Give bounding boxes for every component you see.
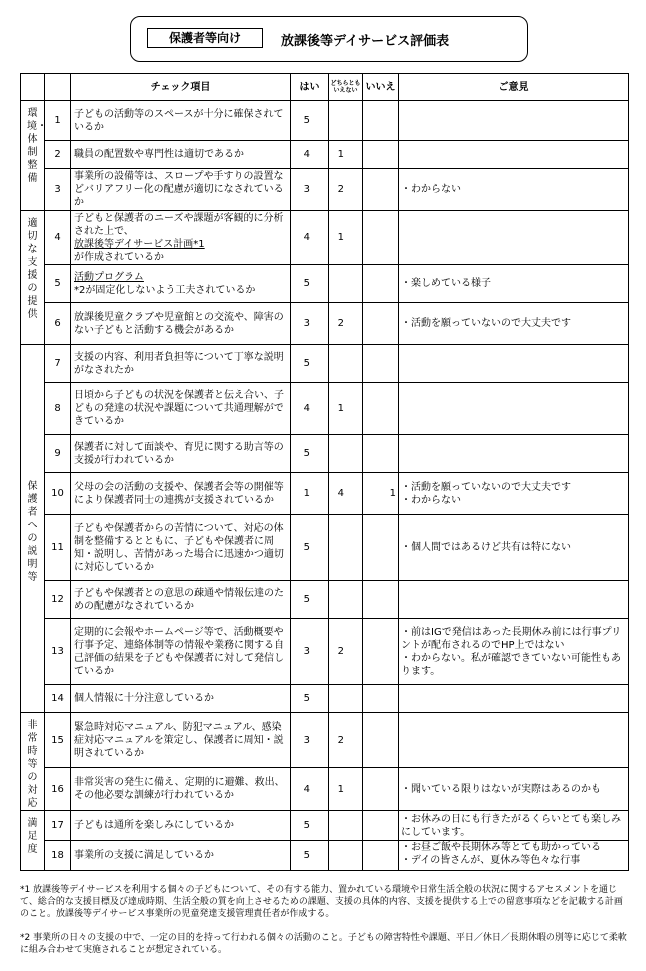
no-count (363, 141, 399, 169)
neutral-count: 1 (329, 383, 363, 435)
neutral-count: 2 (329, 619, 363, 685)
row-number: 12 (45, 581, 71, 619)
opinion-cell: ・活動を願っていないので大丈夫です ・わからない (399, 473, 629, 515)
row-number: 16 (45, 768, 71, 811)
check-item: 事業所の支援に満足しているか (71, 841, 291, 871)
yes-count: 5 (291, 841, 329, 871)
table-row (21, 303, 629, 345)
row-number: 7 (45, 345, 71, 383)
table-row (21, 619, 629, 685)
table-row (21, 383, 629, 435)
opinion-cell: ・活動を願っていないので大丈夫です (399, 303, 629, 345)
neutral-count (329, 345, 363, 383)
row-number: 1 (45, 101, 71, 141)
category-support: 適切な支援の提供 (21, 211, 45, 345)
no-count (363, 581, 399, 619)
neutral-count (329, 685, 363, 713)
yes-count: 3 (291, 169, 329, 211)
yes-count: 5 (291, 685, 329, 713)
check-item: 子どもや保護者からの苦情について、対応の体制を整備するとともに、子どもや保護者に周知・説明し、苦情があった場合に迅速かつ適切に対応しているか (71, 515, 291, 581)
yes-count: 4 (291, 768, 329, 811)
check-item: 個人情報に十分注意しているか (71, 685, 291, 713)
neutral-count: 4 (329, 473, 363, 515)
opinion-cell: ・わからない (399, 169, 629, 211)
neutral-count: 1 (329, 768, 363, 811)
footnote-2: *2 事業所の日々の支援の中で、一定の目的を持って行われる個々の活動のこと。子どもの障害特性や課題、平日／休日／長期休暇の別等に応じて柔軟に組み合わせて実施されることが想定されている。 (20, 933, 627, 955)
check-item: 子どもは通所を楽しみにしているか (71, 811, 291, 841)
neutral-count (329, 265, 363, 303)
opinion-cell (399, 345, 629, 383)
yes-count: 3 (291, 619, 329, 685)
table-row (21, 211, 629, 265)
yes-count: 5 (291, 101, 329, 141)
table-row (21, 581, 629, 619)
row-number: 13 (45, 619, 71, 685)
program-link-text: 活動プログラム (74, 271, 144, 283)
no-count (363, 383, 399, 435)
no-count (363, 101, 399, 141)
row-number: 18 (45, 841, 71, 871)
no-count (363, 303, 399, 345)
yes-count: 5 (291, 581, 329, 619)
row-number: 9 (45, 435, 71, 473)
document-title: 放課後等デイサービス評価表 (281, 34, 450, 49)
neutral-count: 1 (329, 141, 363, 169)
opinion-cell: ・お休みの日にも行きたがるくらいとても楽しみにしています。 (399, 811, 629, 841)
row-number: 14 (45, 685, 71, 713)
category-emergency: 非常時等の対応 (21, 713, 45, 811)
table-row (21, 101, 629, 141)
category-explanation: 保護者への説明等 (21, 345, 45, 713)
table-row (21, 768, 629, 811)
opinion-cell: ・聞いている限りはないが実際はあるのかも (399, 768, 629, 811)
no-count (363, 811, 399, 841)
no-count (363, 345, 399, 383)
number-header (45, 74, 71, 101)
row-number: 8 (45, 383, 71, 435)
opinion-cell (399, 383, 629, 435)
check-item: 日頃から子どもの状況を保護者と伝え合い、子どもの発達の状況や課題について共通理解ができているか (71, 383, 291, 435)
check-item: 支援の内容、利用者負担等について丁寧な説明がなされたか (71, 345, 291, 383)
audience-label: 保護者等向け (147, 28, 263, 48)
check-item: 職員の配置数や専門性は適切であるか (71, 141, 291, 169)
yes-count: 5 (291, 435, 329, 473)
neutral-count (329, 841, 363, 871)
opinion-header: ご意見 (399, 74, 629, 101)
yes-count: 5 (291, 345, 329, 383)
yes-count: 5 (291, 515, 329, 581)
no-header: いいえ (363, 74, 399, 101)
table-row (21, 345, 629, 383)
yes-count: 4 (291, 141, 329, 169)
category-environment: 環境・体制整備 (21, 101, 45, 211)
neutral-count (329, 435, 363, 473)
no-count (363, 685, 399, 713)
no-count (363, 619, 399, 685)
opinion-cell (399, 141, 629, 169)
check-item: 非常災害の発生に備え、定期的に避難、救出、その他必要な訓練が行われているか (71, 768, 291, 811)
check-item: 緊急時対応マニュアル、防犯マニュアル、感染症対応マニュアルを策定し、保護者に周知・説明されているか (71, 713, 291, 768)
category-satisfaction: 満足度 (21, 811, 45, 871)
check-item: 定期的に会報やホームページ等で、活動概要や行事予定、連絡体制等の情報や業務に関する自己評価の結果を子どもや保護者に対して発信しているか (71, 619, 291, 685)
neutral-count: 2 (329, 303, 363, 345)
no-count (363, 265, 399, 303)
check-item: 放課後児童クラブや児童館との交流や、障害のない子どもと活動する機会があるか (71, 303, 291, 345)
neutral-count: 2 (329, 169, 363, 211)
table-row (21, 169, 629, 211)
table-row (21, 265, 629, 303)
table-row (21, 685, 629, 713)
yes-count: 5 (291, 265, 329, 303)
no-count (363, 713, 399, 768)
no-count (363, 211, 399, 265)
yes-count: 1 (291, 473, 329, 515)
opinion-cell (399, 713, 629, 768)
table-row (21, 841, 629, 871)
opinion-cell (399, 685, 629, 713)
check-item: 子どもや保護者との意思の疎通や情報伝達のための配慮がなされているか (71, 581, 291, 619)
no-count (363, 515, 399, 581)
opinion-cell: ・楽しめている様子 (399, 265, 629, 303)
table-row (21, 435, 629, 473)
category-header (21, 74, 45, 101)
opinion-cell (399, 211, 629, 265)
evaluation-table (20, 73, 629, 871)
neutral-header: どちらともいえない (329, 74, 363, 101)
yes-count: 3 (291, 303, 329, 345)
no-count (363, 768, 399, 811)
check-item: 父母の会の活動の支援や、保護者会等の開催等により保護者同士の連携が支援されているか (71, 473, 291, 515)
yes-header: はい (291, 74, 329, 101)
table-row (21, 713, 629, 768)
check-item: 子どもと保護者のニーズや課題が客観的に分析された上で、 放課後等デイサービス計画*1 が作成されているか (71, 211, 291, 265)
check-item: 事業所の設備等は、スロープや手すりの設置などバリアフリー化の配慮が適切になされているか (71, 169, 291, 211)
neutral-count (329, 101, 363, 141)
row-number: 2 (45, 141, 71, 169)
neutral-count (329, 581, 363, 619)
yes-count: 3 (291, 713, 329, 768)
yes-count: 4 (291, 211, 329, 265)
no-count (363, 435, 399, 473)
opinion-cell (399, 581, 629, 619)
table-row (21, 811, 629, 841)
neutral-count (329, 811, 363, 841)
row-number: 10 (45, 473, 71, 515)
opinion-cell: ・お昼ご飯や長期休み等とても助かっている ・デイの皆さんが、夏休み等色々な行事 (399, 841, 629, 871)
plan-link-text: 放課後等デイサービス計画*1 (74, 238, 205, 250)
row-number: 3 (45, 169, 71, 211)
yes-count: 5 (291, 811, 329, 841)
opinion-cell: ・個人間ではあるけど共有は特にない (399, 515, 629, 581)
check-item: 子どもの活動等のスペースが十分に確保されているか (71, 101, 291, 141)
row-number: 6 (45, 303, 71, 345)
no-count (363, 169, 399, 211)
neutral-count: 1 (329, 211, 363, 265)
yes-count: 4 (291, 383, 329, 435)
row-number: 4 (45, 211, 71, 265)
row-number: 15 (45, 713, 71, 768)
table-row (21, 515, 629, 581)
table-row (21, 141, 629, 169)
title-box (130, 16, 528, 62)
row-number: 5 (45, 265, 71, 303)
opinion-cell: ・前はIGで発信はあった長期休み前には行事プリントが配布されるのでHP上ではない ・わからない。私が確認できていない可能性もあります。 (399, 619, 629, 685)
row-number: 17 (45, 811, 71, 841)
table-row (21, 473, 629, 515)
opinion-cell (399, 101, 629, 141)
row-number: 11 (45, 515, 71, 581)
opinion-cell (399, 435, 629, 473)
table-header-row (21, 74, 629, 101)
neutral-count: 2 (329, 713, 363, 768)
neutral-count (329, 515, 363, 581)
footnote-1: *1 放課後等デイサービスを利用する個々の子どもについて、その有する能力、置かれている環境や日常生活全般の状況に関するアセスメントを通じて、総合的な支援目標及び達成時期、生活全般の質を向上させるための課題、支援の具体的内容、支援を提供する上での留意事項などを記載する計画のこと。放課後等デイサービス事業所の児童発達支援管理責任者が作成する。 (20, 885, 623, 919)
no-count: 1 (363, 473, 399, 515)
no-count (363, 841, 399, 871)
check-item-header: チェック項目 (71, 74, 291, 101)
check-item: 保護者に対して面談や、育児に関する助言等の支援が行われているか (71, 435, 291, 473)
check-item: 活動プログラム *2が固定化しないよう工夫されているか (71, 265, 291, 303)
